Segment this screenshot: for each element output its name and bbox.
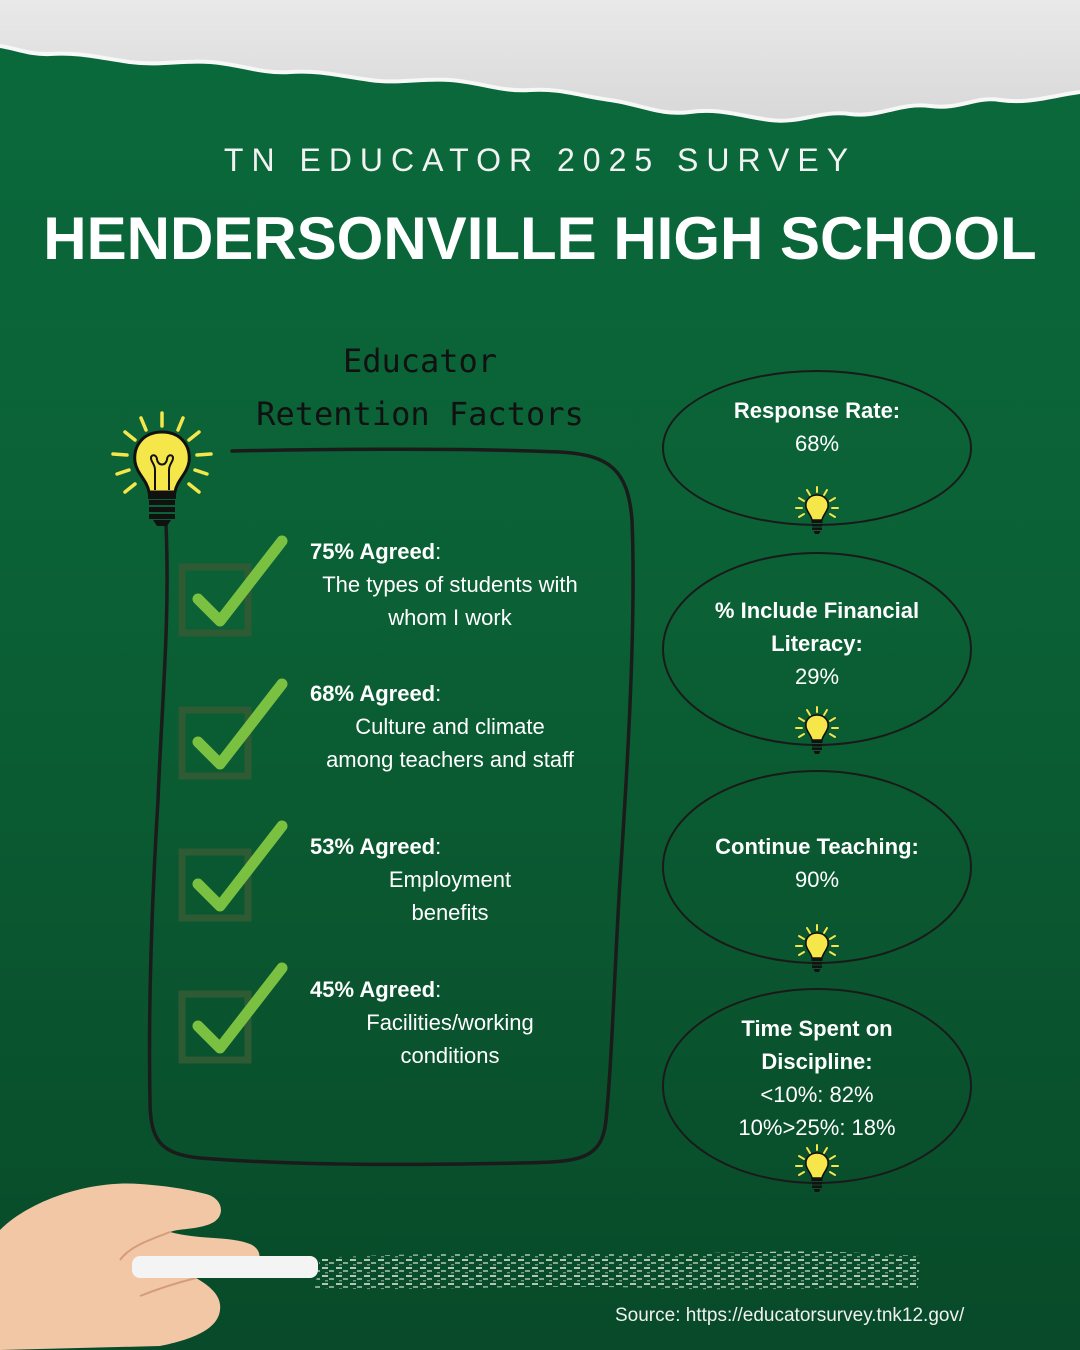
chalk-stroke (315, 1251, 920, 1289)
stat-value: 10%>25%: 18% (738, 1115, 896, 1140)
stat-value: 90% (794, 867, 840, 892)
page-title: HENDERSONVILLE HIGH SCHOOL (43, 205, 1037, 272)
stat-label: Continue Teaching: (715, 834, 919, 859)
stat-label: Response Rate: (733, 398, 901, 423)
retention-heading-line1: Educator (342, 342, 498, 380)
factor-text: Facilities/working conditions (366, 1010, 534, 1068)
retention-factor: 53% Agreed: Employment benefits (300, 831, 600, 929)
source-citation: Source: https://educatorsurvey.tnk12.gov/ (615, 1305, 965, 1326)
factor-text: Employment benefits (388, 867, 512, 925)
stat-label: Time Spent on Discipline: (741, 1016, 893, 1074)
retention-heading (230, 335, 610, 441)
retention-factor: 68% Agreed: Culture and climate among teachers and staff (300, 678, 600, 776)
stat-value: <10%: 82% (760, 1082, 874, 1107)
factor-percent: 53% Agreed (310, 834, 436, 859)
light-bulb-icon (105, 408, 220, 533)
factor-percent: 45% Agreed (310, 977, 436, 1002)
checkmark-icon (178, 962, 288, 1072)
stat-value: 29% (794, 664, 840, 689)
torn-paper-banner (0, 0, 1080, 150)
retention-heading-line2: Retention Factors (256, 395, 584, 433)
retention-factor: 45% Agreed: Facilities/working conditions (300, 974, 600, 1072)
factor-percent: 68% Agreed (310, 681, 436, 706)
light-bulb-icon (794, 706, 840, 758)
light-bulb-icon (794, 924, 840, 976)
factor-text: Culture and climate among teachers and staff (326, 714, 574, 772)
checkmark-icon (178, 820, 288, 930)
factor-text: The types of students with whom I work (322, 572, 578, 630)
stat-label: % Include Financial Literacy: (714, 598, 920, 656)
stat-value: 68% (794, 431, 840, 456)
retention-factor: 75% Agreed: The types of students with whom I work (300, 536, 600, 634)
checkmark-icon (178, 678, 288, 788)
checkmark-icon (178, 535, 288, 645)
survey-subtitle: TN EDUCATOR 2025 SURVEY (223, 142, 857, 178)
light-bulb-icon (794, 486, 840, 538)
factor-percent: 75% Agreed (310, 539, 436, 564)
chalk-icon (132, 1256, 318, 1278)
